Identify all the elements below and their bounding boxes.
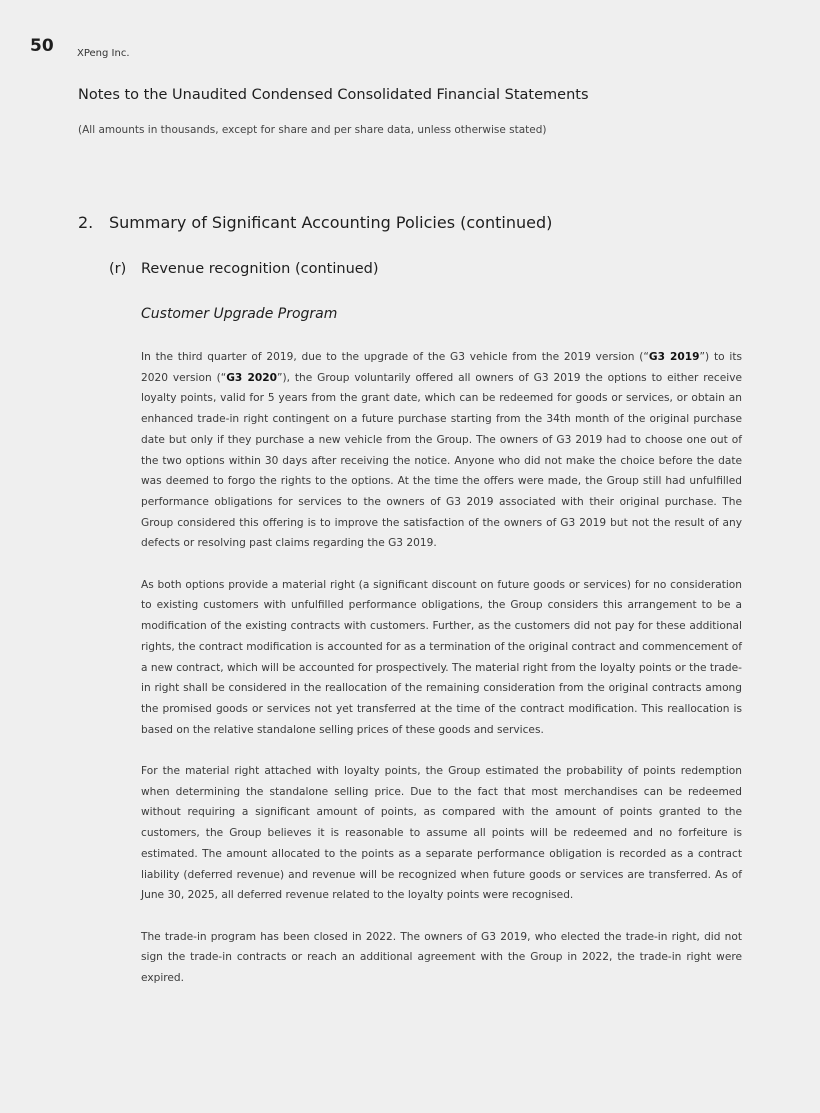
paragraph-3: For the material right attached with loyalty points, the Group estimated the probability of points redemption when determining the standalone selling price. Due to the fact that most merchandises can be redeemed without requiring a significant amount of points, as compared with the amount of points granted to the customers, the Group believes it is reasonable to assume all points will be redeemed and no forfeiture is estimated. The amount allocated to the points as a separate performance obligation is recorded as a contract liability (deferred revenue) and revenue will be recognized when future goods or services are transferred. As of June 30, 2025, all deferred revenue related to the loyalty points were recognised. <box>141 765 742 902</box>
defined-term: G3 2019 <box>648 351 700 363</box>
section-title: Summary of Significant Accounting Policies (continued) <box>109 213 553 232</box>
paragraph-2: As both options provide a material right (a significant discount on future goods or services) for no consideration to existing customers with unfulfilled performance obligations, the Group considers this arrangement to be a modification of the existing contracts with customers. Further, as the customers did not pay for these additional rights, the contract modification is accounted for as a termination of the original contract and commencement of a new contract, which will be accounted for prospectively. The material right from the loyalty points or the trade-in right shall be considered in the reallocation of the remaining consideration from the original contracts among the promised goods or services not yet transferred at the time of the contract modification. This reallocation is based on the relative standalone selling prices of these goods and services. <box>141 578 742 736</box>
section-number: 2. <box>78 213 94 232</box>
topic-heading: Customer Upgrade Program <box>141 306 338 322</box>
body-text <box>141 347 742 1009</box>
page-number: 50 <box>30 36 54 56</box>
paragraph-1: In the third quarter of 2019, due to the upgrade of the G3 vehicle from the 2019 version (“G3 2019”) to its 2020 version (“G3 2020”), the Group voluntarily offered all owners of G3 2019 the options to either receive loyalty points, valid for 5 years from the grant date, which can be redeemed for goods or services, or obtain an enhanced trade-in right contingent on a future purchase starting from the 34th month of the original purchase date but only if they purchase a new vehicle from the Group. The owners of G3 2019 had to choose one out of the two options within 30 days after receiving the notice. Anyone who did not make the choice before the date was deemed to forgo the rights to the options. At the time the offers were made, the Group still had unfulfilled performance obligations for services to the owners of G3 2019 associated with their original purchase. The Group considered this offering is to improve the satisfaction of the owners of G3 2019 but not the result of any defects or resolving past claims regarding the G3 2019. <box>141 351 742 550</box>
document-subtitle: (All amounts in thousands, except for share and per share data, unless otherwise stated) <box>78 124 547 136</box>
paragraph-4: The trade-in program has been closed in 2022. The owners of G3 2019, who elected the trade-in right, did not sign the trade-in contracts or reach an additional agreement with the Group in 2022, the trade-in right were expired. <box>141 930 742 985</box>
subsection-title: Revenue recognition (continued) <box>141 261 379 277</box>
company-name: XPeng Inc. <box>77 48 130 59</box>
document-title: Notes to the Unaudited Condensed Consolidated Financial Statements <box>78 87 589 103</box>
section-heading <box>78 213 552 232</box>
subsection-label: (r) <box>109 261 127 277</box>
subsection-heading <box>109 261 379 277</box>
defined-term: G3 2020 <box>226 371 277 384</box>
